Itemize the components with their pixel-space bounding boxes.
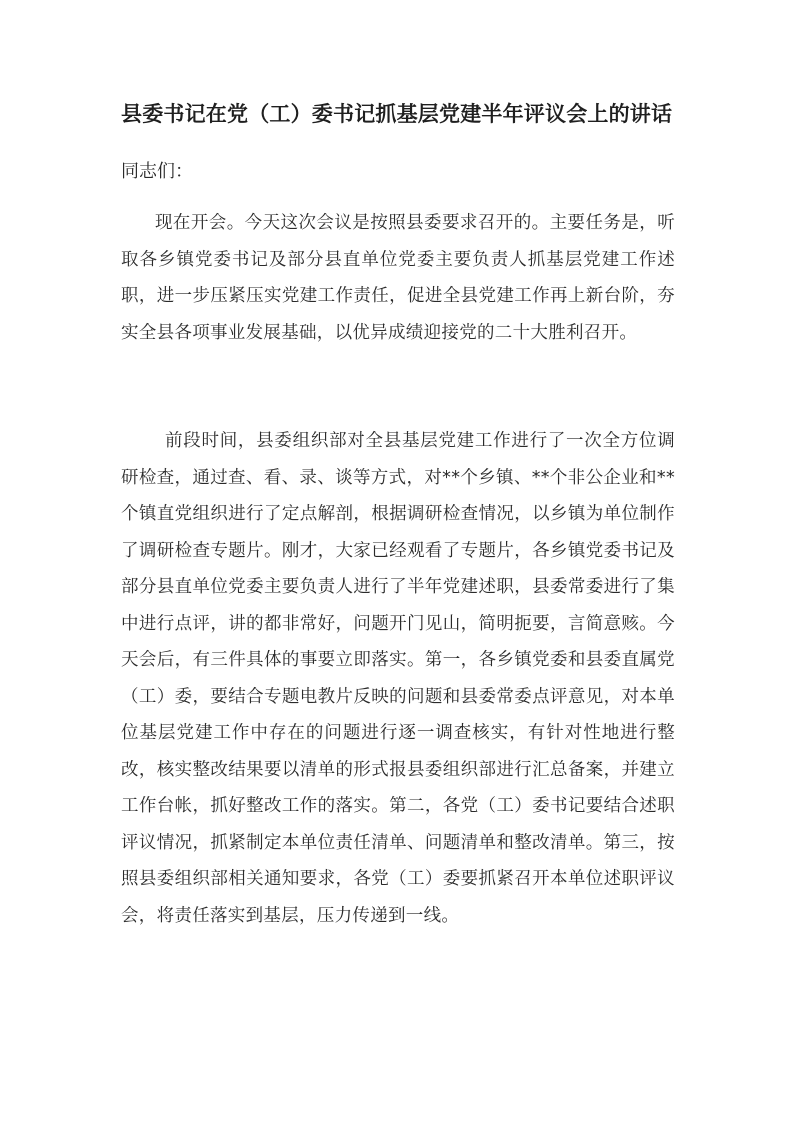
salutation: 同志们：	[121, 161, 193, 182]
paragraph-opening: 现在开会。今天这次会议是按照县委要求召开的。主要任务是，听取各乡镇党委书记及部分县直单位党委主要负责人抓基层党建工作述职，进一步压紧压实党建工作责任，促进全县党建工作再上新台阶，夯实全县各项事业发展基础，以优异成绩迎接党的二十大胜利召开。	[121, 213, 675, 343]
document-title: 县委书记在党（工）委书记抓基层党建半年评议会上的讲话	[121, 102, 673, 126]
paragraph-review: 前段时间，县委组织部对全县基层党建工作进行了一次全方位调研检查，通过查、看、录、谈等方式，对**个乡镇、**个非公企业和**个镇直党组织进行了定点解剖，根据调研检查情况，以乡镇为单位制作了调研检查专题片。刚才，大家已经观看了专题片，各乡镇党委书记及部分县直单位党委主要负责人进行了半年党建述职，县委常委进行了集中进行点评，讲的都非常好，问题开门见山，简明扼要，言简意赅。今天会后，有三件具体的事要立即落实。第一，各乡镇党委和县委直属党（工）委，要结合专题电教片反映的问题和县委常委点评意见，对本单位基层党建工作中存在的问题进行逐一调查核实，有针对性地进行整改，核实整改结果要以清单的形式报县委组织部进行汇总备案，并建立工作台帐，抓好整改工作的落实。第二，各党（工）委书记要结合述职评议情况，抓紧制定本单位责任清单、问题清单和整改清单。第三，按照县委组织部相关通知要求，各党（工）委要抓紧召开本单位述职评议会，将责任落实到基层，压力传递到一线。	[121, 431, 675, 926]
